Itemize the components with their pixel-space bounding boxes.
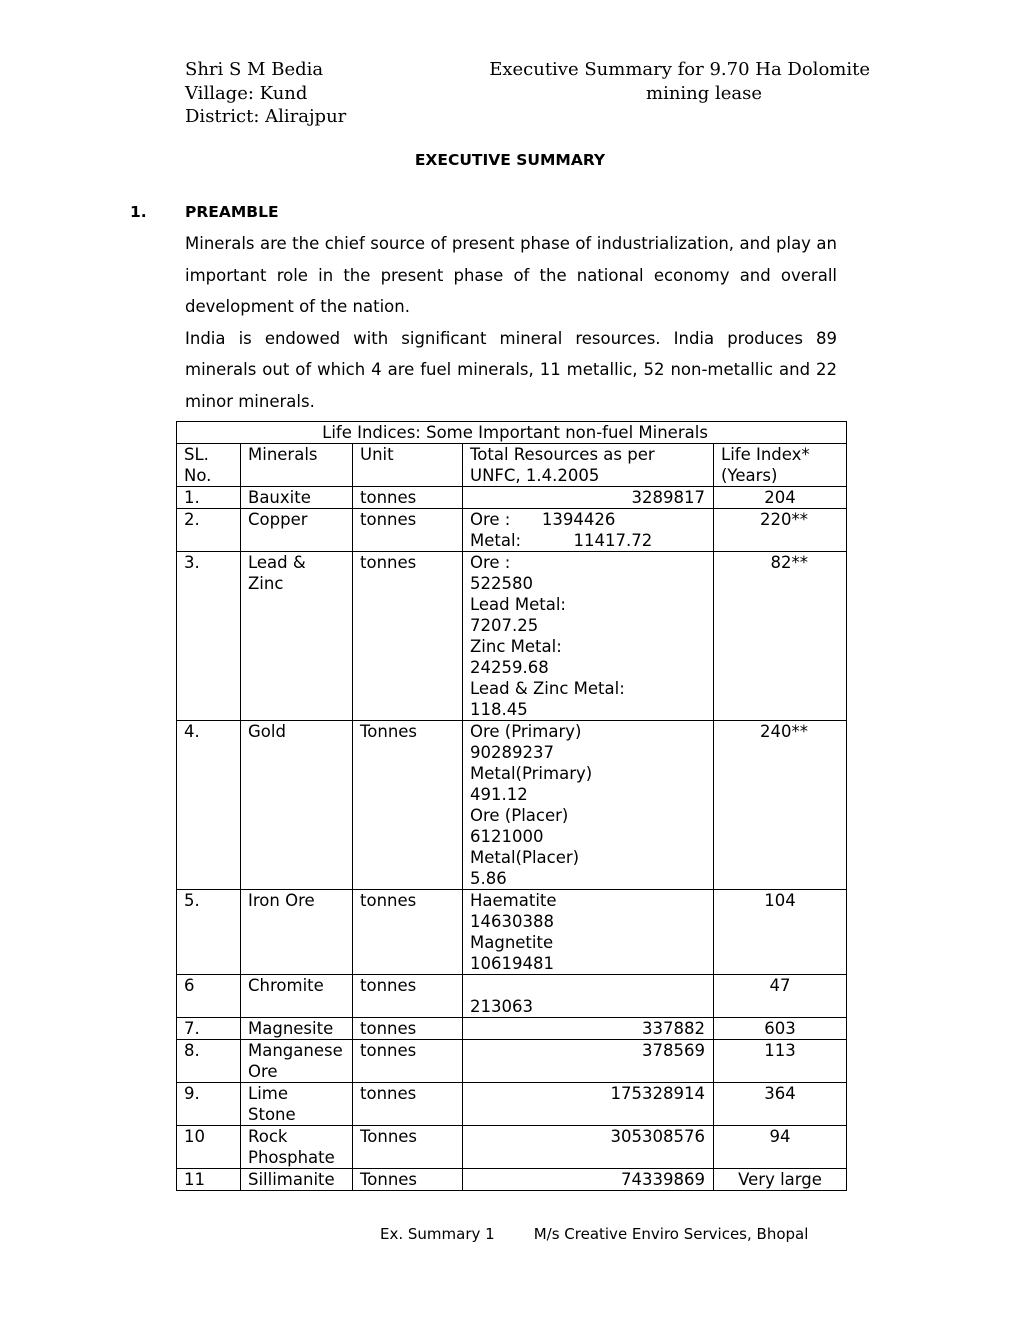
cell-life-index: 603 bbox=[714, 1018, 847, 1040]
section-title: PREAMBLE bbox=[185, 203, 279, 221]
cell-sl: 6 bbox=[177, 975, 241, 1018]
cell-mineral: Sillimanite bbox=[241, 1169, 353, 1191]
cell-resources: Haematite 14630388 Magnetite 10619481 bbox=[463, 890, 714, 975]
cell-mineral: Rock Phosphate bbox=[241, 1126, 353, 1169]
paragraph: India is endowed with significant mineral resources. India produces 89 minerals out of which 4 are fuel minerals, 11 metallic, 52 non-metallic and 22 minor minerals. bbox=[185, 328, 837, 411]
header-resources: Total Resources as per UNFC, 1.4.2005 bbox=[463, 444, 714, 487]
cell-sl: 3. bbox=[177, 552, 241, 721]
cell-life-index: 204 bbox=[714, 487, 847, 509]
cell-life-index: 240** bbox=[714, 721, 847, 890]
cell-life-index: 364 bbox=[714, 1083, 847, 1126]
header-unit: Unit bbox=[353, 444, 463, 487]
cell-unit: Tonnes bbox=[353, 1169, 463, 1191]
footer-company: M/s Creative Enviro Services, Bhopal bbox=[533, 1225, 809, 1243]
cell-resources: 378569 bbox=[463, 1040, 714, 1083]
cell-sl: 8. bbox=[177, 1040, 241, 1083]
proponent-name: Shri S M Bedia bbox=[185, 59, 324, 80]
cell-mineral: Lime Stone bbox=[241, 1083, 353, 1126]
header-sl: SL. No. bbox=[177, 444, 241, 487]
cell-resources: 74339869 bbox=[463, 1169, 714, 1191]
table-row bbox=[177, 975, 847, 1018]
cell-resources: Ore (Primary) 90289237 Metal(Primary) 491.12 Ore (Placer) 6121000 Metal(Placer) 5.86 bbox=[463, 721, 714, 890]
cell-life-index: Very large bbox=[714, 1169, 847, 1191]
cell-sl: 1. bbox=[177, 487, 241, 509]
document-title-line1: Executive Summary for 9.70 Ha Dolomite bbox=[489, 59, 870, 80]
cell-resources: 305308576 bbox=[463, 1126, 714, 1169]
cell-sl: 2. bbox=[177, 509, 241, 552]
header-minerals: Minerals bbox=[241, 444, 353, 487]
cell-resources: Ore : 1394426 Metal: 11417.72 bbox=[463, 509, 714, 552]
table-row bbox=[177, 1018, 847, 1040]
cell-sl: 4. bbox=[177, 721, 241, 890]
document-title-line2: mining lease bbox=[646, 82, 763, 104]
section-number: 1. bbox=[130, 203, 147, 221]
cell-life-index: 94 bbox=[714, 1126, 847, 1169]
table-caption: Life Indices: Some Important non-fuel Minerals bbox=[177, 422, 847, 444]
cell-mineral: Iron Ore bbox=[241, 890, 353, 975]
table-row bbox=[177, 552, 847, 721]
cell-life-index: 220** bbox=[714, 509, 847, 552]
cell-mineral: Lead & Zinc bbox=[241, 552, 353, 721]
cell-resources: 3289817 bbox=[463, 487, 714, 509]
table-row bbox=[177, 1169, 847, 1191]
cell-unit: tonnes bbox=[353, 1018, 463, 1040]
table-caption-row bbox=[177, 422, 847, 444]
cell-life-index: 113 bbox=[714, 1040, 847, 1083]
cell-unit: tonnes bbox=[353, 1083, 463, 1126]
cell-unit: Tonnes bbox=[353, 721, 463, 890]
cell-unit: tonnes bbox=[353, 509, 463, 552]
cell-resources: 337882 bbox=[463, 1018, 714, 1040]
cell-resources: 213063 bbox=[463, 975, 714, 1018]
footer-page: Ex. Summary 1 bbox=[380, 1225, 495, 1243]
cell-mineral: Manganese Ore bbox=[241, 1040, 353, 1083]
table-row bbox=[177, 721, 847, 890]
cell-mineral: Gold bbox=[241, 721, 353, 890]
cell-unit: tonnes bbox=[353, 975, 463, 1018]
footer bbox=[380, 1225, 808, 1243]
cell-unit: Tonnes bbox=[353, 1126, 463, 1169]
cell-life-index: 104 bbox=[714, 890, 847, 975]
cell-mineral: Chromite bbox=[241, 975, 353, 1018]
cell-unit: tonnes bbox=[353, 552, 463, 721]
cell-unit: tonnes bbox=[353, 890, 463, 975]
life-indices-table bbox=[176, 421, 847, 1191]
cell-life-index: 82** bbox=[714, 552, 847, 721]
table-row bbox=[177, 487, 847, 509]
table-row bbox=[177, 1040, 847, 1083]
cell-sl: 5. bbox=[177, 890, 241, 975]
cell-unit: tonnes bbox=[353, 487, 463, 509]
table-row bbox=[177, 509, 847, 552]
preamble-text bbox=[185, 228, 837, 418]
cell-life-index: 47 bbox=[714, 975, 847, 1018]
table-row bbox=[177, 1083, 847, 1126]
page-title: EXECUTIVE SUMMARY bbox=[414, 151, 606, 169]
table-row bbox=[177, 890, 847, 975]
district: District: Alirajpur bbox=[185, 106, 347, 127]
table-header-row bbox=[177, 444, 847, 487]
cell-mineral: Bauxite bbox=[241, 487, 353, 509]
cell-resources: Ore : 522580 Lead Metal: 7207.25 Zinc Metal: 24259.68 Lead & Zinc Metal: 118.45 bbox=[463, 552, 714, 721]
header-life-index: Life Index* (Years) bbox=[714, 444, 847, 487]
village: Village: Kund bbox=[185, 82, 308, 104]
cell-mineral: Copper bbox=[241, 509, 353, 552]
cell-mineral: Magnesite bbox=[241, 1018, 353, 1040]
header-left bbox=[185, 58, 346, 129]
cell-sl: 9. bbox=[177, 1083, 241, 1126]
cell-unit: tonnes bbox=[353, 1040, 463, 1083]
header-right bbox=[480, 58, 870, 105]
cell-sl: 10 bbox=[177, 1126, 241, 1169]
cell-resources: 175328914 bbox=[463, 1083, 714, 1126]
cell-sl: 7. bbox=[177, 1018, 241, 1040]
table-row bbox=[177, 1126, 847, 1169]
paragraph: Minerals are the chief source of present phase of industrialization, and play an important role in the present phase of the national economy and overall development of the nation. bbox=[185, 234, 837, 317]
cell-sl: 11 bbox=[177, 1169, 241, 1191]
